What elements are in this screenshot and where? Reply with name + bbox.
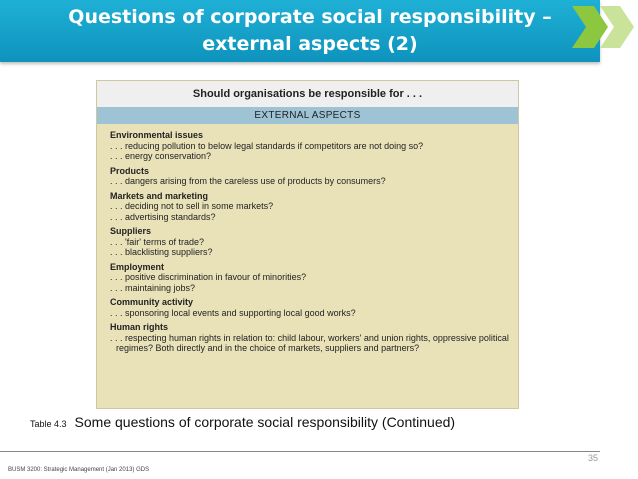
section-item: . . . positive discrimination in favour of minorities? (110, 272, 307, 282)
title-banner (0, 0, 600, 62)
section-markets (110, 191, 510, 223)
section-item: . . . sponsoring local events and supporting local good works? (110, 307, 356, 318)
csr-figure (96, 80, 519, 409)
section-heading: Community activity (110, 297, 194, 307)
section-heading: Products (110, 165, 150, 176)
table-caption (30, 414, 455, 432)
footer-divider (0, 451, 600, 452)
section-heading: Markets and marketing (110, 190, 209, 201)
section-heading: Human rights (110, 322, 169, 332)
title-line-1: Questions of corporate social responsibility – (68, 6, 552, 28)
footer-text: BUSM 3200: Strategic Management (Jan 2013) GDS (8, 467, 150, 473)
section-item: . . . respecting human rights in relation to: child labour, workers' and union rights, oppressive political regimes? Both directly and in the choice of markets, suppliers and partners? (110, 332, 509, 353)
section-employment (110, 262, 510, 294)
figure-header: Should organisations be responsible for . . . (97, 81, 518, 107)
section-item: . . . deciding not to sell in some markets? (110, 201, 274, 211)
section-suppliers (110, 226, 510, 258)
section-heading: Employment (110, 261, 165, 272)
section-item: . . . energy conservation? (110, 151, 212, 161)
section-item: . . . 'fair' terms of trade? (110, 236, 204, 247)
chevron-green-icon (572, 6, 608, 48)
figure-subheader: EXTERNAL ASPECTS (97, 107, 518, 124)
chevron-decoration (566, 2, 638, 52)
figure-sections (110, 130, 510, 358)
section-item: . . . blacklisting suppliers? (110, 247, 213, 257)
slide-title (20, 4, 600, 58)
caption-text: Some questions of corporate social responsibility (Continued) (74, 414, 456, 430)
section-item: . . . dangers arising from the careless use of products by consumers? (110, 176, 386, 186)
section-environmental (110, 130, 510, 162)
section-products (110, 166, 510, 187)
section-community (110, 297, 510, 318)
section-human-rights (110, 322, 510, 354)
section-item: . . . reducing pollution to below legal standards if competitors are not doing so? (110, 140, 424, 151)
section-item: . . . maintaining jobs? (110, 282, 196, 293)
section-heading: Suppliers (110, 226, 152, 236)
section-item: . . . advertising standards? (110, 211, 216, 222)
section-heading: Environmental issues (110, 130, 204, 140)
title-line-2: external aspects (2) (202, 33, 418, 55)
page-number: 35 (588, 453, 599, 463)
caption-label: Table 4.3 (30, 419, 67, 429)
